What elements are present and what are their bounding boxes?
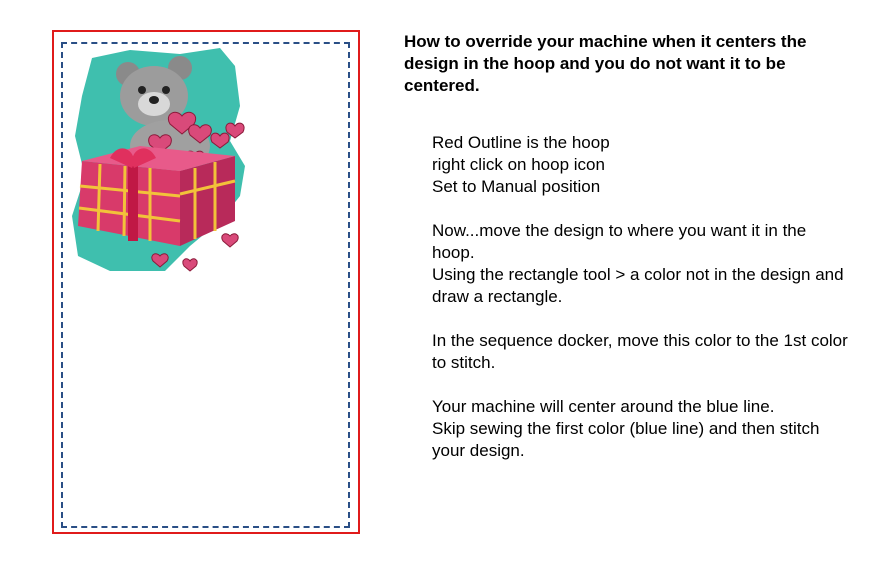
bear-eye-right <box>162 86 170 94</box>
step2-line2: Using the rectangle tool > a color not in the design and draw a rectangle. <box>432 265 844 306</box>
step3-text: In the sequence docker, move this color to the 1st color to stitch. <box>432 331 848 372</box>
embroidery-design-teddy-bear-gift[interactable] <box>70 46 250 276</box>
page-title: How to override your machine when it centers the design in the hoop and you do not want it to be centered. <box>404 32 807 95</box>
teddy-bear-gift-image <box>70 46 250 276</box>
bear-nose <box>149 96 159 104</box>
step1-line3: Set to Manual position <box>432 177 601 196</box>
step4-line1: Your machine will center around the blue line. <box>432 397 775 416</box>
step4-line2: Skip sewing the first color (blue line) and then stitch your design. <box>432 419 820 460</box>
step1-line1: Red Outline is the hoop <box>432 133 610 152</box>
bear-eye-left <box>138 86 146 94</box>
step1-line2: right click on hoop icon <box>432 155 605 174</box>
instructions <box>432 132 852 462</box>
step2-line1: Now...move the design to where you want it in the hoop. <box>432 221 807 262</box>
